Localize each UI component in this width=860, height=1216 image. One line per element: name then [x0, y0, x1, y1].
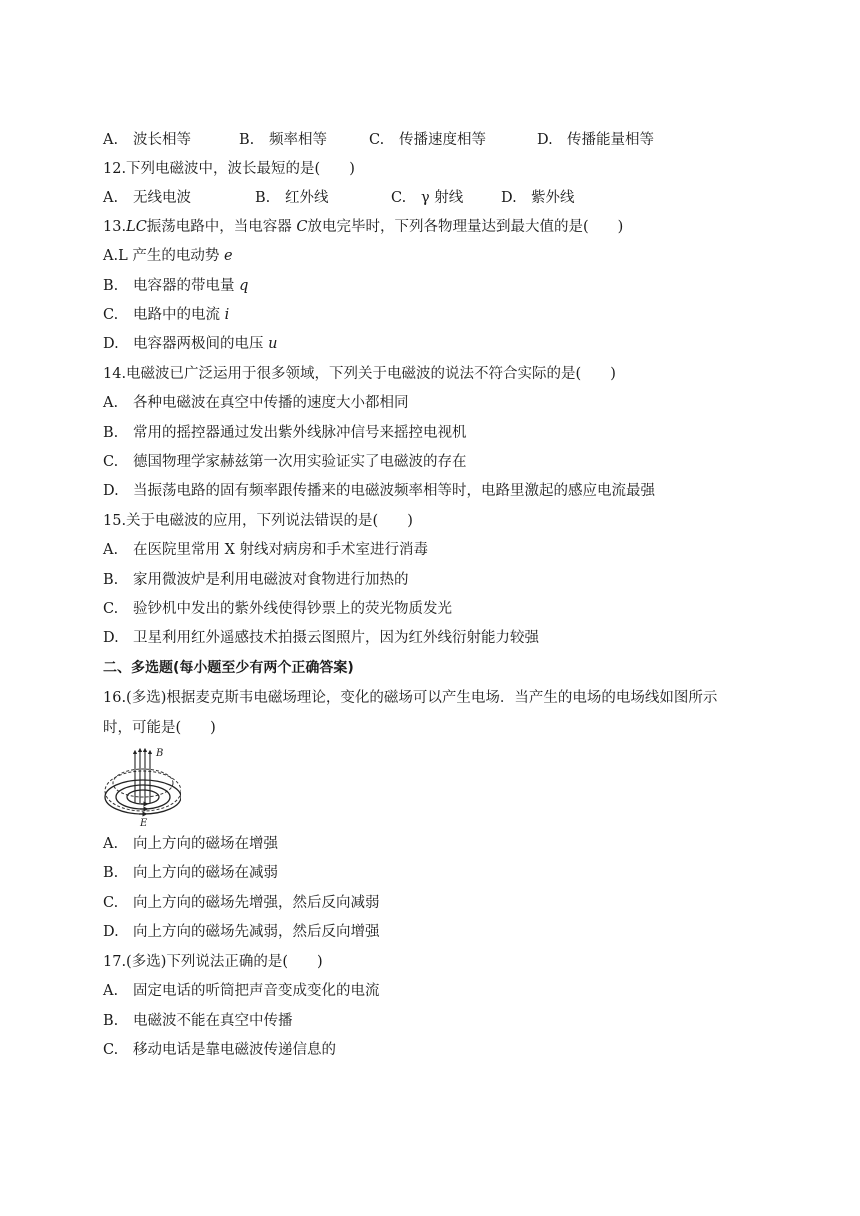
q16-option-c: C. 向上方向的磁场先增强，然后反向减弱: [103, 895, 380, 911]
figure-label-b: B: [156, 748, 164, 759]
q17-stem: 17.(多选)下列说法正确的是( ): [103, 954, 323, 970]
q12-option-a: A. 无线电波: [103, 190, 191, 206]
q16-option-a: A. 向上方向的磁场在增强: [103, 836, 278, 852]
q14-option-a: A. 各种电磁波在真空中传播的速度大小都相同: [103, 395, 409, 411]
q14-option-d: D. 当振荡电路的固有频率跟传播来的电磁波频率相等时，电路里激起的感应电流最强: [103, 483, 655, 499]
q16-stem-line1: 16.(多选)根据麦克斯韦电磁场理论，变化的磁场可以产生电场．当产生的电场的电场线如图所示: [103, 690, 718, 706]
q12-option-d: D. 紫外线: [501, 190, 575, 206]
q12-stem: 12.下列电磁波中，波长最短的是( ): [103, 161, 355, 177]
q13-stem: 13.LC振荡电路中，当电容器 C放电完毕时，下列各物理量达到最大值的是( ): [103, 219, 624, 235]
q12-option-c: C. γ 射线: [391, 190, 464, 206]
q17-option-b: B. 电磁波不能在真空中传播: [103, 1013, 293, 1029]
q14-option-c: C. 德国物理学家赫兹第一次用实验证实了电磁波的存在: [103, 454, 467, 470]
q14-stem: 14.电磁波已广泛运用于很多领域，下列关于电磁波的说法不符合实际的是( ): [103, 366, 616, 382]
q17-option-a: A. 固定电话的听筒把声音变成变化的电流: [103, 983, 380, 999]
q13-option-b: B. 电容器的带电量 q: [103, 278, 249, 294]
q11-options: [103, 130, 654, 150]
electric-field-figure: [101, 745, 181, 827]
q11-option-c: C. 传播速度相等: [369, 132, 486, 148]
q16-stem-line2: 时，可能是( ): [103, 720, 216, 736]
q13-option-c: C. 电路中的电流 i: [103, 307, 230, 323]
q13-option-d: D. 电容器两极间的电压 u: [103, 336, 278, 352]
q11-option-b: B. 频率相等: [239, 132, 327, 148]
q11-option-a: A. 波长相等: [103, 132, 191, 148]
q15-stem: 15.关于电磁波的应用，下列说法错误的是( ): [103, 513, 413, 529]
q15-option-b: B. 家用微波炉是利用电磁波对食物进行加热的: [103, 572, 409, 588]
q16-option-b: B. 向上方向的磁场在减弱: [103, 865, 278, 881]
q16-option-d: D. 向上方向的磁场先减弱，然后反向增强: [103, 924, 380, 940]
q11-option-d: D. 传播能量相等: [537, 132, 654, 148]
q12-options: [103, 188, 575, 208]
q17-option-c: C. 移动电话是靠电磁波传递信息的: [103, 1042, 336, 1058]
q15-option-d: D. 卫星利用红外遥感技术拍摄云图照片，因为红外线衍射能力较强: [103, 630, 539, 646]
q14-option-b: B. 常用的摇控器通过发出紫外线脉冲信号来摇控电视机: [103, 425, 467, 441]
q12-option-b: B. 红外线: [255, 190, 329, 206]
q13-option-a: A.L 产生的电动势 e: [103, 248, 233, 264]
figure-label-e: E: [140, 818, 148, 827]
section-heading: 二、多选题(每小题至少有两个正确答案): [103, 660, 354, 676]
q15-option-a: A. 在医院里常用 X 射线对病房和手术室进行消毒: [103, 542, 429, 558]
q15-option-c: C. 验钞机中发出的紫外线使得钞票上的荧光物质发光: [103, 601, 452, 617]
